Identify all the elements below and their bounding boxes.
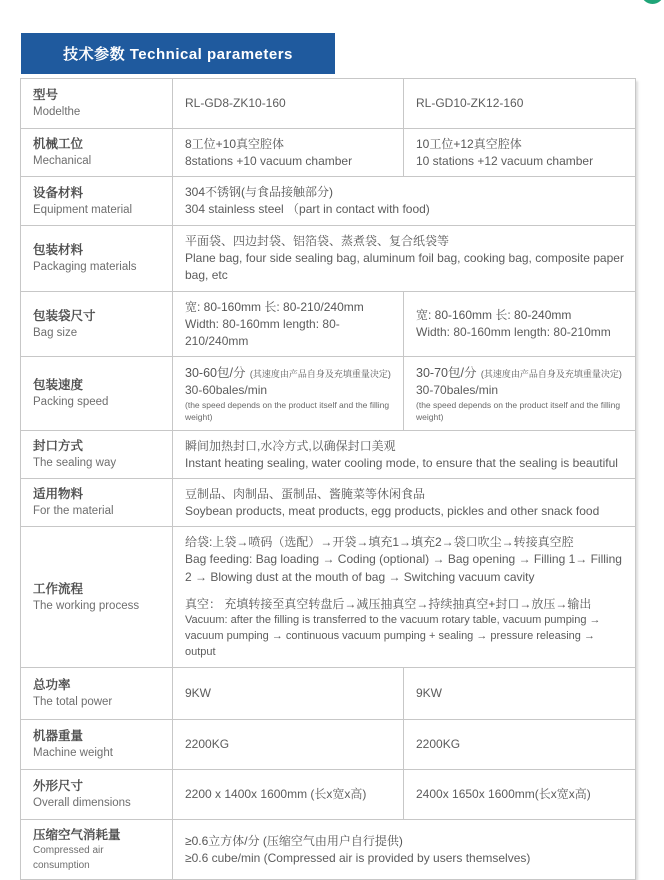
cell-value: 2400x 1650x 1600mm(长x宽x高) (416, 786, 591, 801)
label-cn: 压缩空气消耗量 (33, 827, 121, 842)
table-row-bag-size (21, 291, 636, 357)
label-cn: 设备材料 (33, 185, 84, 200)
for-material-label-cell (21, 478, 173, 526)
table-row-mechanical (21, 129, 636, 177)
overall-dimensions-col1-cell (173, 769, 404, 819)
cell-value: RL-GD10-ZK12-160 (416, 95, 524, 110)
table-row-packaging-materials (21, 225, 636, 291)
label-cn: 型号 (33, 88, 59, 103)
cell-value-en: Width: 80-160mm length: 80-210mm (416, 325, 611, 340)
total-power-col1-cell (173, 667, 404, 719)
bag-size-col1-cell (173, 291, 404, 357)
table-row-machine-weight (21, 719, 636, 769)
label-cn: 机器重量 (33, 728, 84, 743)
cell-value-en: Instant heating sealing, water cooling mode, to ensure that the sealing is beautiful (185, 455, 618, 470)
overall-dimensions-col2-cell (404, 769, 636, 819)
cell-value: 9KW (185, 685, 212, 700)
label-cn: 机械工位 (33, 137, 84, 152)
cell-value-cn: 10工位+12真空腔体 (416, 137, 522, 151)
total-power-col2-cell (404, 667, 636, 719)
label-cn: 包装袋尺寸 (33, 308, 96, 323)
cell-value-en: Width: 80-160mm length: 80-210/240mm (185, 316, 340, 348)
machine-weight-col1-cell (173, 719, 404, 769)
cell-value-en: 10 stations +12 vacuum chamber (416, 154, 594, 168)
label-cn: 封口方式 (33, 438, 84, 453)
cell-value: RL-GD8-ZK10-160 (185, 95, 286, 110)
label-en: The total power (33, 696, 113, 709)
total-power-label-cell (21, 667, 173, 719)
overall-dimensions-label-cell (21, 769, 173, 819)
bag-size-label-cell (21, 291, 173, 357)
label-en: Packing speed (33, 396, 109, 409)
table-row-for-material (21, 478, 636, 526)
label-cn: 工作流程 (33, 581, 84, 596)
working-process-label-cell (21, 527, 173, 668)
packaging-materials-label-cell (21, 225, 173, 291)
label-en: Mechanical (33, 155, 92, 168)
process-en: Vacuum: after the filling is transferred to the vacuum rotary table, vacuum pumping → vacuum pumping → continuous vacuum pumping + sealing → pressure releasing → output (185, 614, 601, 658)
packaging-materials-value-cell (173, 225, 636, 291)
label-cn: 适用物料 (33, 487, 84, 502)
table-row-equipment-material (21, 177, 636, 225)
label-en: Machine weight (33, 747, 113, 760)
model-col2-cell (404, 79, 636, 129)
cell-value: 2200KG (185, 736, 230, 751)
cell-value: 2200KG (416, 736, 461, 751)
label-en: Equipment material (33, 203, 133, 216)
sealing-way-value-cell (173, 430, 636, 478)
speed-note-cn: (其速度由产品自身及充填重量决定) (249, 369, 391, 380)
machine-weight-col2-cell (404, 719, 636, 769)
mechanical-label-cell (21, 129, 173, 177)
cell-value: 9KW (416, 685, 443, 700)
cell-value-cn: ≥0.6立方体/分 (压缩空气由用户自行提供) (185, 833, 403, 848)
equipment-material-value-cell (173, 177, 636, 225)
label-en: The sealing way (33, 456, 117, 469)
label-cn: 包装材料 (33, 242, 84, 257)
mechanical-col2-cell (404, 129, 636, 177)
label-cn: 总功率 (33, 677, 71, 692)
process-cn: 真空： 充填转接至真空转盘后→减压抽真空→持续抽真空+封口→放压→输出 (185, 597, 592, 612)
speed-value: 30-70包/分 (416, 366, 477, 381)
cell-value-cn: 平面袋、四边封袋、铝箔袋、蒸煮袋、复合纸袋等 (185, 233, 450, 248)
process-en: Bag feeding: Bag loading → Coding (optional) → Bag opening → Filling 1→ Filling 2 → Blowing dust at the mouth of bag → Switching vacuum cavity (185, 552, 622, 584)
compressed-air-label-cell (21, 819, 173, 879)
equipment-material-label-cell (21, 177, 173, 225)
label-en: Compressed air consumption (33, 845, 104, 871)
cell-value-cn: 304不锈钢(与食品接触部分) (185, 185, 334, 200)
cell-value-cn: 瞬间加热封口,水冷方式,以确保封口美观 (185, 438, 396, 453)
bag-feeding-process (185, 533, 625, 586)
cell-value-en: Plane bag, four side sealing bag, aluminum foil bag, cooking bag, composite paper bag, etc (185, 250, 624, 283)
speed-note-cn: (其速度由产品自身及充填重量决定) (480, 369, 622, 380)
cell-value-en: 304 stainless steel （part in contact with food) (185, 202, 430, 217)
label-en: For the material (33, 505, 114, 518)
cell-value-cn: 8工位+10真空腔体 (185, 137, 285, 151)
section-header (21, 33, 335, 74)
green-dot-decoration (641, 0, 664, 4)
table-row-total-power (21, 667, 636, 719)
mechanical-col1-cell (173, 129, 404, 177)
technical-parameters-table (20, 78, 636, 880)
table-row-compressed-air (21, 819, 636, 879)
sealing-way-label-cell (21, 430, 173, 478)
compressed-air-value-cell (173, 819, 636, 879)
speed-value: 30-60包/分 (185, 366, 246, 381)
model-col1-cell (173, 79, 404, 129)
table-row-overall-dimensions (21, 769, 636, 819)
table-row-model (21, 79, 636, 129)
bag-size-col2-cell (404, 291, 636, 357)
packing-speed-label-cell (21, 357, 173, 430)
table-row-packing-speed (21, 357, 636, 430)
for-material-value-cell (173, 478, 636, 526)
label-en: Packaging materials (33, 260, 137, 273)
speed-note-en: (the speed depends on the product itself and the filling weight) (185, 399, 390, 422)
cell-value-cn (185, 363, 393, 382)
section-title: 技术参数 Technical parameters (63, 46, 293, 63)
cell-value-en: ≥0.6 cube/min (Compressed air is provided by users themselves) (185, 850, 531, 865)
model-label-cell (21, 79, 173, 129)
cell-value-cn: 宽: 80-160mm 长: 80-210/240mm (185, 299, 364, 314)
label-en: Modelthe (33, 106, 81, 119)
label-en: Bag size (33, 326, 78, 339)
label-cn: 包装速度 (33, 378, 84, 393)
label-cn: 外形尺寸 (33, 778, 84, 793)
cell-value-en: Soybean products, meat products, egg products, pickles and other snack food (185, 503, 600, 518)
vacuum-process (185, 595, 625, 661)
cell-value-en: 30-70bales/min (416, 383, 499, 398)
process-cn: 给袋:上袋→喷码（选配）→开袋→填充1→填充2→袋口吹尘→转接真空腔 (185, 535, 574, 550)
label-en: The working process (33, 599, 140, 612)
machine-weight-label-cell (21, 719, 173, 769)
speed-note-en: (the speed depends on the product itself and the filling weight) (416, 399, 621, 422)
cell-value-en: 8stations +10 vacuum chamber (185, 154, 353, 168)
working-process-value-cell (173, 527, 636, 668)
cell-value-cn: 豆制品、肉制品、蛋制品、酱腌菜等休闲食品 (185, 486, 426, 501)
table-row-sealing-way (21, 430, 636, 478)
cell-value: 2200 x 1400x 1600mm (长x宽x高) (185, 786, 367, 801)
table-row-working-process (21, 527, 636, 668)
label-en: Overall dimensions (33, 797, 131, 810)
packing-speed-col2-cell (404, 357, 636, 430)
cell-value-cn: 宽: 80-160mm 长: 80-240mm (416, 308, 572, 323)
cell-value-en: 30-60bales/min (185, 383, 268, 398)
cell-value-cn (416, 363, 625, 382)
packing-speed-col1-cell (173, 357, 404, 430)
